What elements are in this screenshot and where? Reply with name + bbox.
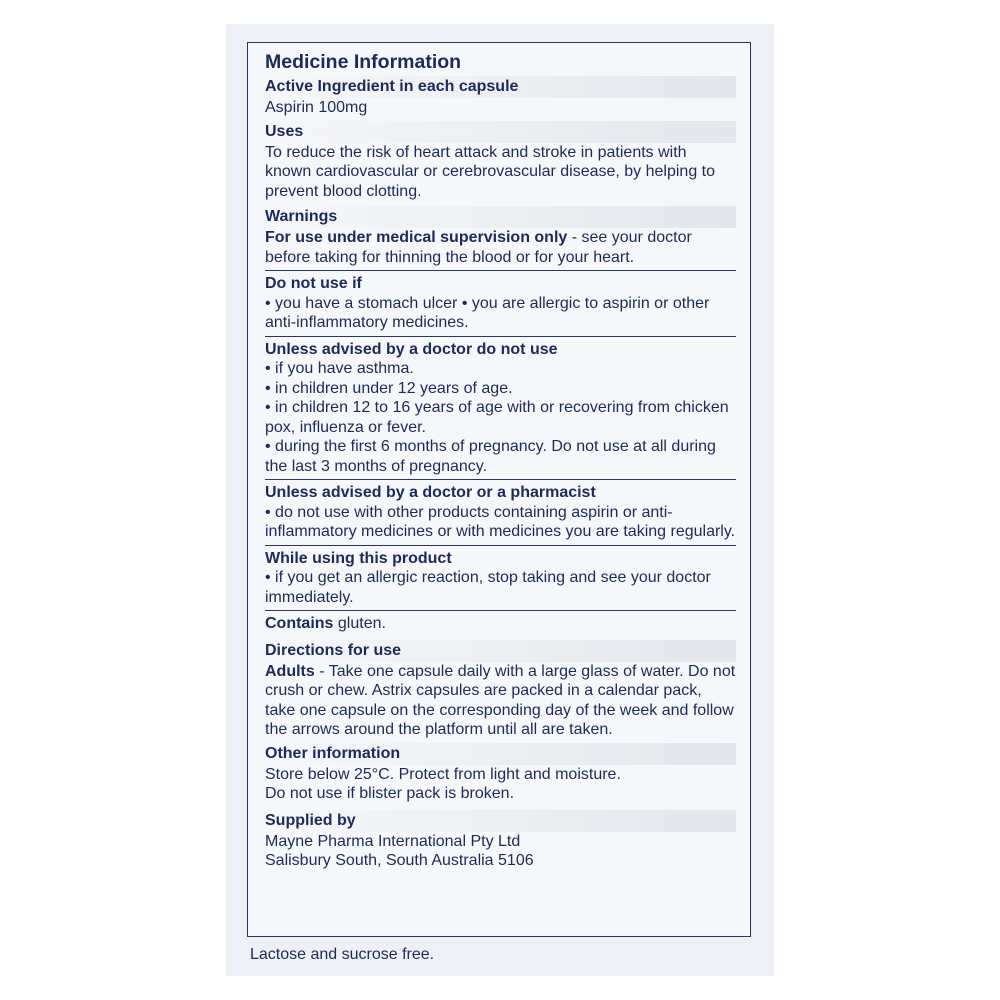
section-warnings	[265, 206, 736, 271]
footer-note: Lactose and sucrose free.	[250, 946, 435, 963]
section-text: • you have a stomach ulcer • you are allergic to aspirin or other anti-inflammatory medicines.	[265, 294, 710, 331]
list-item: • if you have asthma.	[265, 360, 414, 377]
section-heading: Do not use if	[265, 275, 362, 292]
section-heading: Supplied by	[264, 810, 736, 832]
section-heading: While using this product	[265, 549, 452, 567]
contains-text: gluten.	[333, 615, 386, 632]
section-text: Salisbury South, South Australia 5106	[265, 852, 534, 869]
warning-text: - see your doctor before taking for thinning the blood or for your heart.	[265, 229, 692, 266]
section-heading: Warnings	[264, 206, 736, 228]
list-item: • in children under 12 years of age.	[265, 379, 513, 397]
section-directions	[265, 640, 736, 743]
section-text	[265, 614, 736, 634]
directions-lead: Adults	[265, 662, 315, 680]
list-item: • in children 12 to 16 years of age with or recovering from chicken pox, influenza or fever.	[265, 399, 729, 436]
section-while-using	[265, 549, 736, 612]
section-unless-doctor	[265, 340, 736, 481]
section-heading: Unless advised by a doctor or a pharmacist	[265, 484, 596, 501]
section-text: Store below 25°C. Protect from light and moisture.	[265, 765, 621, 783]
directions-text: - Take one capsule daily with a large glass of water. Do not crush or chew. Astrix capsules are packed in a calendar pack, take one capsule on the corresponding day of the week and follow the arrows around the platform until all are taken.	[265, 662, 736, 738]
section-heading: Directions for use	[264, 640, 736, 662]
section-text	[265, 228, 736, 267]
list-item: • during the first 6 months of pregnancy. Do not use at all during the last 3 months of pregnancy.	[265, 438, 716, 475]
leaflet-panel	[226, 24, 774, 976]
contains-lead: Contains	[265, 615, 334, 632]
section-text: To reduce the risk of heart attack and stroke in patients with known cardiovascular or cerebrovascular disease, by helping to prevent blood clotting.	[265, 143, 716, 200]
section-contains	[265, 614, 736, 640]
medicine-info-box	[247, 42, 751, 937]
section-active-ingredient	[265, 76, 736, 121]
page-title: Medicine Information	[265, 51, 462, 73]
section-supplied-by	[265, 810, 736, 874]
section-text: Do not use if blister pack is broken.	[265, 785, 515, 802]
section-heading: Uses	[264, 121, 736, 143]
section-heading: Unless advised by a doctor do not use	[265, 340, 558, 358]
section-do-not-use	[265, 274, 736, 337]
section-other-information	[265, 743, 736, 810]
section-heading: Other information	[264, 743, 736, 765]
section-unless-pharmacist	[265, 483, 736, 546]
section-uses	[265, 121, 736, 205]
section-text: Mayne Pharma International Pty Ltd	[265, 832, 521, 850]
section-text: Aspirin 100mg	[265, 99, 368, 116]
warning-lead: For use under medical supervision only	[265, 229, 568, 246]
section-heading: Active Ingredient in each capsule	[264, 76, 736, 98]
section-text: • if you get an allergic reaction, stop taking and see your doctor immediately.	[265, 569, 711, 606]
section-text: • do not use with other products containing aspirin or anti-inflammatory medicines or with medicines you are taking regularly.	[265, 503, 736, 540]
section-text	[265, 662, 736, 740]
